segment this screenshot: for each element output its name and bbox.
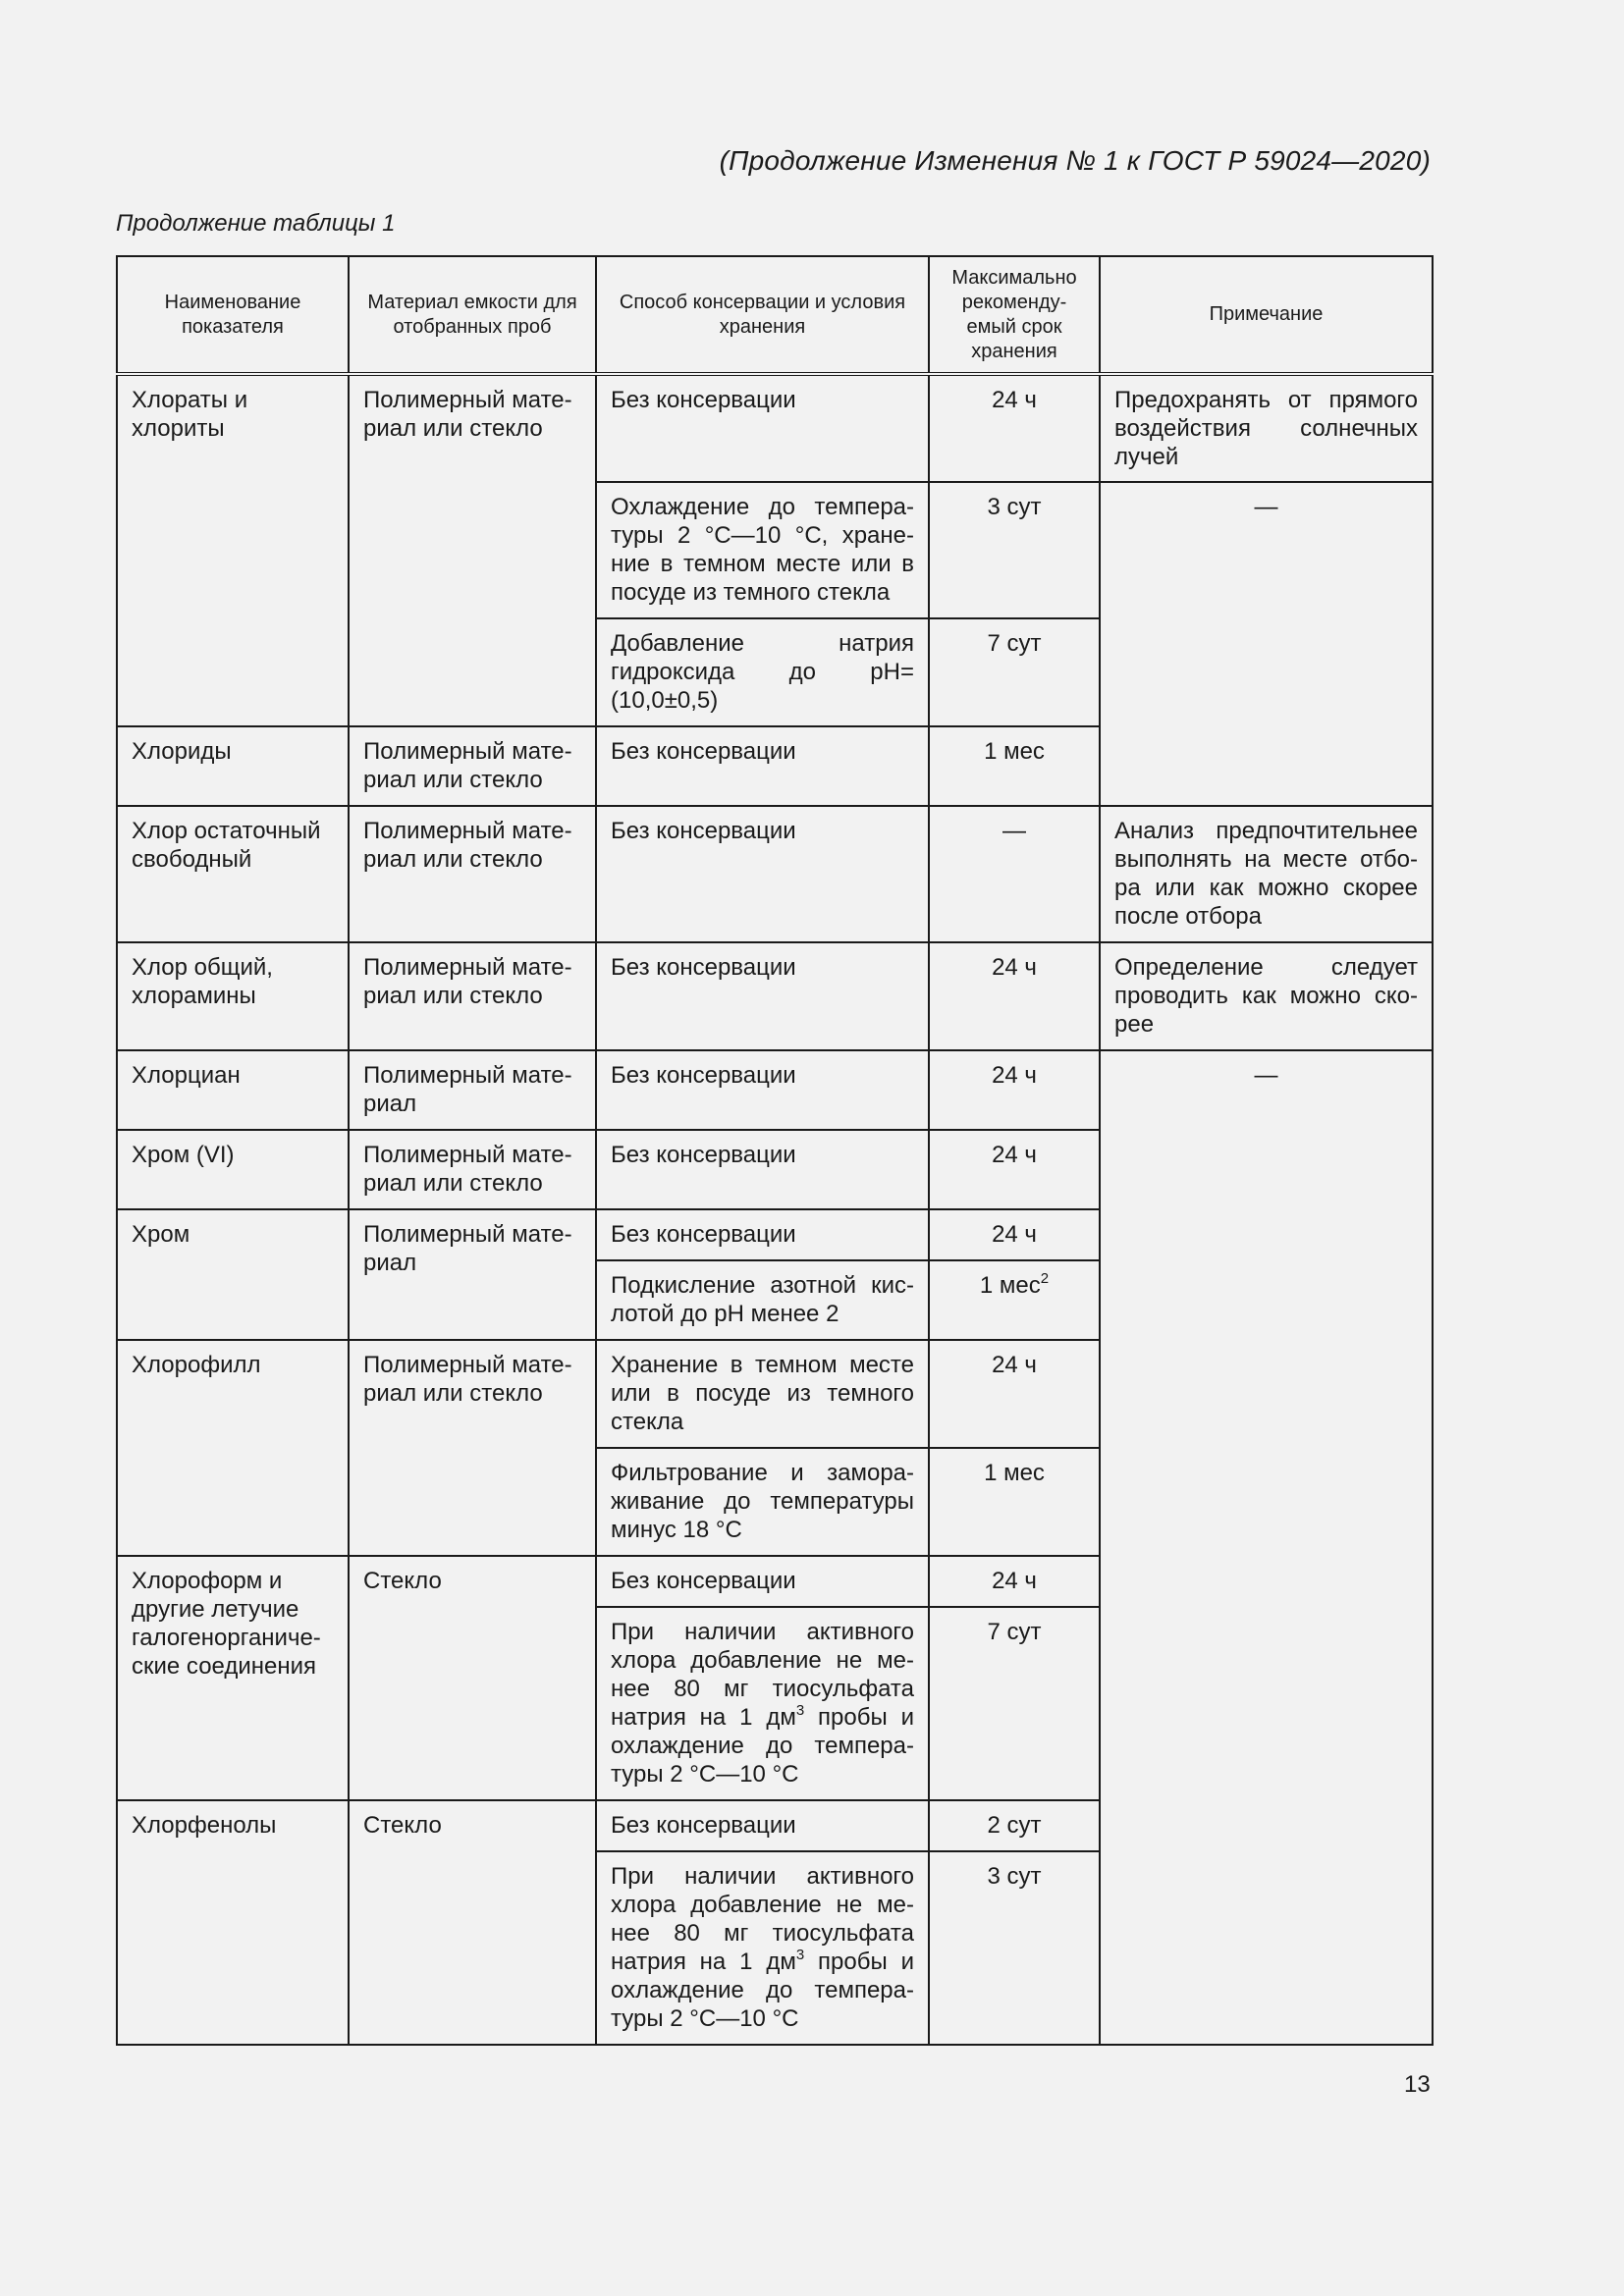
cell-term: 7 сут: [929, 1607, 1100, 1800]
footnote-ref: 2: [1040, 1270, 1050, 1287]
cell-material: Полимерный мате-риал или стекло: [349, 1340, 596, 1556]
method-text: При наличии активного хлора добавление не ме-нее 80 мг тиосульфата натрия на 1 дм: [611, 1619, 914, 1731]
table-row: [117, 942, 1433, 1050]
cell-term: 24 ч: [929, 1340, 1100, 1448]
cell-note-dash: —: [1100, 482, 1433, 806]
cell-term: 1 мес: [929, 1448, 1100, 1556]
table-row: [117, 806, 1433, 942]
cell-term: 24 ч: [929, 1209, 1100, 1260]
cell-term: 24 ч: [929, 942, 1100, 1050]
cell-term: [929, 1260, 1100, 1340]
col-header-term: Максимально рекоменду-емый срок хранения: [929, 256, 1100, 374]
cell-material: Стекло: [349, 1800, 596, 2045]
cell-material: Стекло: [349, 1556, 596, 1800]
cell-term: 24 ч: [929, 374, 1100, 482]
cell-note: Определение следует проводить как можно ско-рее: [1100, 942, 1433, 1050]
method-text: пробы и охлаждение до темпера-туры 2 °С—10 °С: [611, 1949, 914, 2032]
cell-term: 24 ч: [929, 1130, 1100, 1209]
cell-term: 1 мес: [929, 726, 1100, 806]
cell-term: 24 ч: [929, 1050, 1100, 1130]
cell-method: Без консервации: [596, 374, 929, 482]
cell-method: Без консервации: [596, 726, 929, 806]
cell-method: Без консервации: [596, 806, 929, 942]
col-header-material: Материал емкости для отобранных проб: [349, 256, 596, 374]
cell-material: Полимерный мате-риал или стекло: [349, 942, 596, 1050]
cell-term: —: [929, 806, 1100, 942]
cell-method: Добавление натрия гидроксида до рН=(10,0±0,5): [596, 618, 929, 726]
cell-material: Полимерный мате-риал или стекло: [349, 806, 596, 942]
cell-method: Фильтрование и замора-живание до температуры минус 18 °С: [596, 1448, 929, 1556]
cell-method: Без консервации: [596, 1209, 929, 1260]
table-row: [117, 374, 1433, 482]
col-header-note: Примечание: [1100, 256, 1433, 374]
cell-note-dash: —: [1100, 1050, 1433, 2045]
cell-term: 3 сут: [929, 482, 1100, 618]
cell-method: Хранение в темном месте или в посуде из темного стекла: [596, 1340, 929, 1448]
cell-term: 2 сут: [929, 1800, 1100, 1851]
cell-material: Полимерный мате-риал или стекло: [349, 1130, 596, 1209]
cell-method: Без консервации: [596, 1800, 929, 1851]
cell-method: Без консервации: [596, 1556, 929, 1607]
cell-note: Анализ предпочтительнее выполнять на месте отбо-ра или как можно скорее после отбора: [1100, 806, 1433, 942]
unit-exponent: 3: [795, 1702, 805, 1719]
table-row: [117, 1050, 1433, 1130]
cell-method: Без консервации: [596, 1130, 929, 1209]
cell-material: Полимерный мате-риал: [349, 1209, 596, 1340]
cell-term: 3 сут: [929, 1851, 1100, 2045]
cell-name: Хлорциан: [117, 1050, 349, 1130]
page-number: 13: [1404, 2071, 1431, 2098]
table-caption: Продолжение таблицы 1: [116, 210, 396, 237]
cell-name: Хлороформ и другие летучие галогенорганиче-ские соединения: [117, 1556, 349, 1800]
col-header-method: Способ консервации и условия хранения: [596, 256, 929, 374]
cell-name: Хром: [117, 1209, 349, 1340]
cell-term: 7 сут: [929, 618, 1100, 726]
cell-name: Хлориды: [117, 726, 349, 806]
method-text: При наличии активного хлора добавление не ме-нее 80 мг тиосульфата натрия на 1 дм: [611, 1863, 914, 1975]
col-header-indicator: Наименование показателя: [117, 256, 349, 374]
cell-method: Без консервации: [596, 942, 929, 1050]
cell-method: [596, 1851, 929, 2045]
storage-table: [116, 255, 1434, 2046]
cell-name: Хлорфенолы: [117, 1800, 349, 2045]
cell-note: Предохранять от прямого воздействия солнечных лучей: [1100, 374, 1433, 482]
cell-name: Хром (VI): [117, 1130, 349, 1209]
unit-exponent: 3: [795, 1947, 805, 1963]
running-header: (Продолжение Изменения № 1 к ГОСТ Р 59024—2020): [719, 145, 1431, 176]
method-text: пробы и охлаждение до темпера-туры 2 °С—10 °С: [611, 1704, 914, 1788]
cell-term: 24 ч: [929, 1556, 1100, 1607]
term-text: 1 мес: [979, 1272, 1041, 1299]
cell-method: [596, 1607, 929, 1800]
cell-material: Полимерный мате-риал: [349, 1050, 596, 1130]
cell-method: Без консервации: [596, 1050, 929, 1130]
cell-name: Хлорофилл: [117, 1340, 349, 1556]
cell-material: Полимерный мате-риал или стекло: [349, 726, 596, 806]
cell-name: Хлораты и хлориты: [117, 374, 349, 726]
cell-name: Хлор общий, хлорамины: [117, 942, 349, 1050]
cell-method: Подкисление азотной кис-лотой до рН менее 2: [596, 1260, 929, 1340]
cell-name: Хлор остаточный свободный: [117, 806, 349, 942]
cell-material: Полимерный мате-риал или стекло: [349, 374, 596, 726]
table-header-row: [117, 256, 1433, 374]
cell-method: Охлаждение до темпера-туры 2 °С—10 °С, хране-ние в темном месте или в посуде из темного стекла: [596, 482, 929, 618]
